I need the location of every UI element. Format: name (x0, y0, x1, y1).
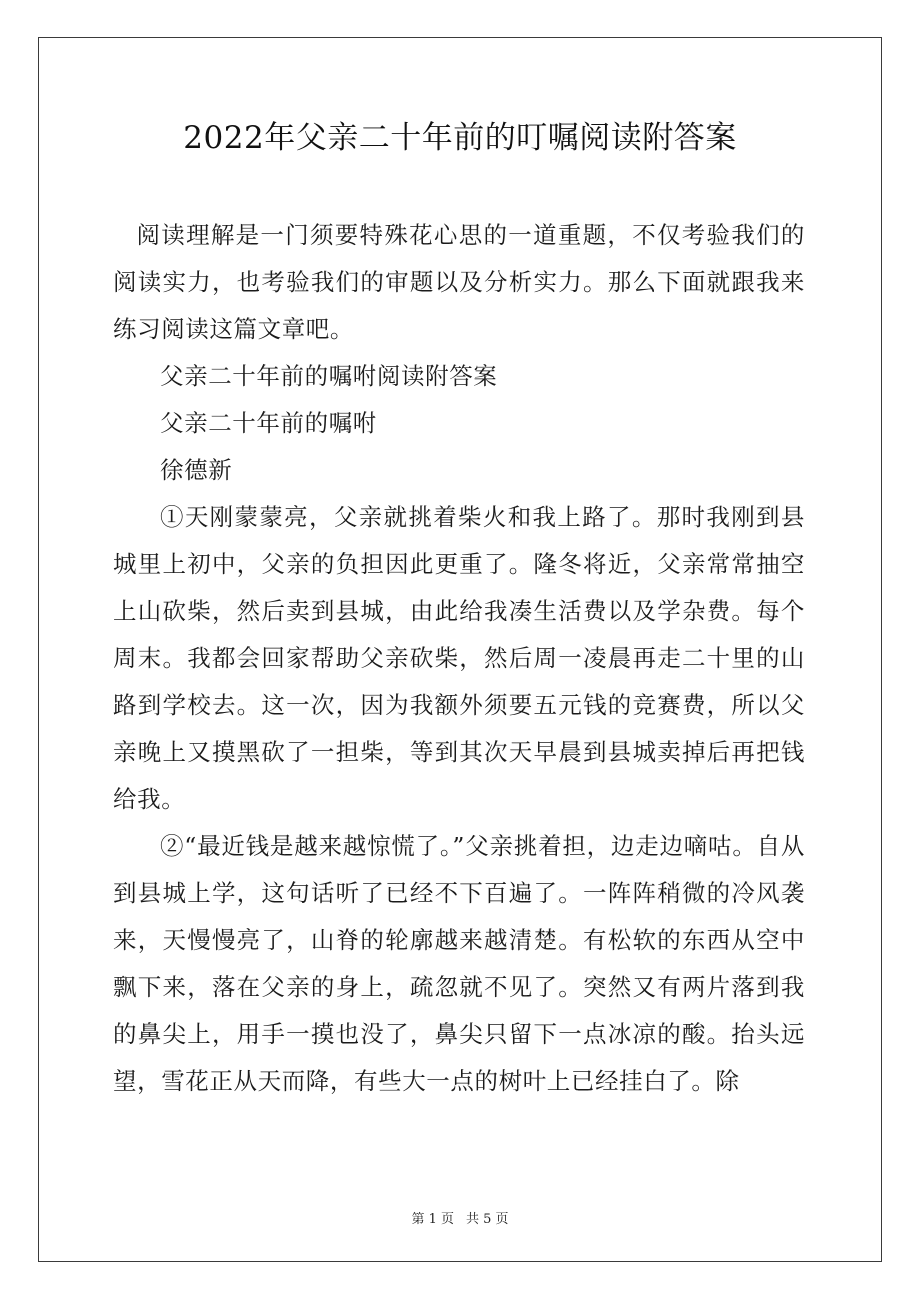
article-author: 徐德新 (160, 456, 233, 484)
page-number: 第 1 页 (411, 1212, 454, 1227)
page-footer (0, 1208, 920, 1227)
paragraph-2: ②“最近钱是越来越惊慌了。”父亲挑着担，边走边嘀咕。自从到县城上学，这句话听了已经不下百遍了。一阵阵稍微的冷风袭来，天慢慢亮了，山脊的轮廓越来越清楚。有松软的东西从空中飘下来，落在父亲的身上，疏忽就不见了。突然又有两片落到我的鼻尖上，用手一摸也没了，鼻尖只留下一点冰凉的酸。抬头远望，雪花正从天而降，有些大一点的树叶上已经挂白了。除 (113, 832, 805, 1095)
article-heading: 父亲二十年前的嘱咐阅读附答案 (160, 362, 498, 390)
page-total: 共 5 页 (466, 1212, 509, 1227)
document-body (113, 212, 805, 1105)
intro-paragraph: 阅读理解是一门须要特殊花心思的一道重题，不仅考验我们的阅读实力，也考验我们的审题以及分析实力。那么下面就跟我来练习阅读这篇文章吧。 (113, 221, 805, 343)
paragraph-1: ①天刚蒙蒙亮，父亲就挑着柴火和我上路了。那时我刚到县城里上初中，父亲的负担因此更重了。隆冬将近，父亲常常抽空上山砍柴，然后卖到县城，由此给我凑生活费以及学杂费。每个周末。我都会回家帮助父亲砍柴，然后周一凌晨再走二十里的山路到学校去。这一次，因为我额外须要五元钱的竞赛费，所以父亲晚上又摸黑砍了一担柴，等到其次天早晨到县城卖掉后再把钱给我。 (113, 503, 805, 813)
document-title: 2022年父亲二十年前的叮嘱阅读附答案 (183, 120, 737, 156)
article-subtitle: 父亲二十年前的嘱咐 (160, 409, 377, 437)
